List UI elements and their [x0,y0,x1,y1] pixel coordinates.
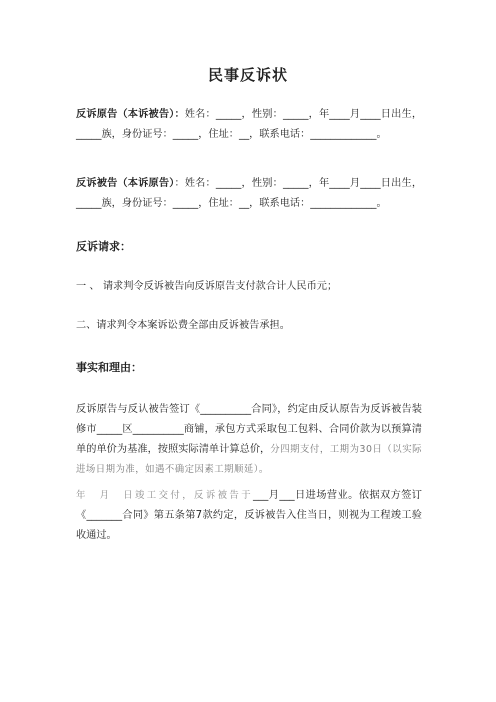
counter-plaintiff-info [76,104,422,145]
claim-item-2: 二、请求判令本案诉讼费全部由反诉被告承担。 [76,320,290,331]
counter-defendant-fields: ：姓名：_____，性别：_____，年____月____日出生，_____族，身份证号：_____，住址：__，联系电话：_____________。 [76,178,423,209]
facts-paragraph-2 [76,486,422,546]
counter-plaintiff-label: 反诉原告（本诉被告）： [76,108,185,120]
facts-paragraph-2-main: ___月___日进场营业。依据双方签订《_______合同》第五条第7款约定，反诉被告入住当日，则视为工程竣工验收通过。 [76,490,422,541]
document-title: 民事反诉状 [207,66,288,84]
claim-item-1: 一 、 请求判令反诉被告向反诉原告支付款合计人民币元； [76,281,338,292]
counter-defendant-label: 反诉被告（本诉原告） [76,177,175,189]
facts-paragraph-1-note: 分四期支付，工期为30日（以实际进场日期为准，如遇不确定因素工期顺延）。 [76,444,422,475]
facts-heading: 事实和理由： [76,361,142,374]
facts-paragraph-1 [76,400,422,480]
counter-plaintiff-fields: 姓名：_____，性别：_____，年____月____日出生，_____族，身份证号：_____，住址：__，联系电话：_____________。 [76,109,423,140]
claims-heading: 反诉请求： [76,240,131,253]
facts-paragraph-2-date: 年 月 日竣工交付，反诉被告于 [76,490,254,501]
facts-paragraph-1-main: 反诉原告与反认被告签订《__________合同》，约定由反认原告为反诉被告装修市_____区__________商铺，承包方式采取包工包料、合同价款为以预算清单的单价为基准，按照实际清单计算总价， [76,404,422,455]
counter-defendant-info [76,173,422,214]
